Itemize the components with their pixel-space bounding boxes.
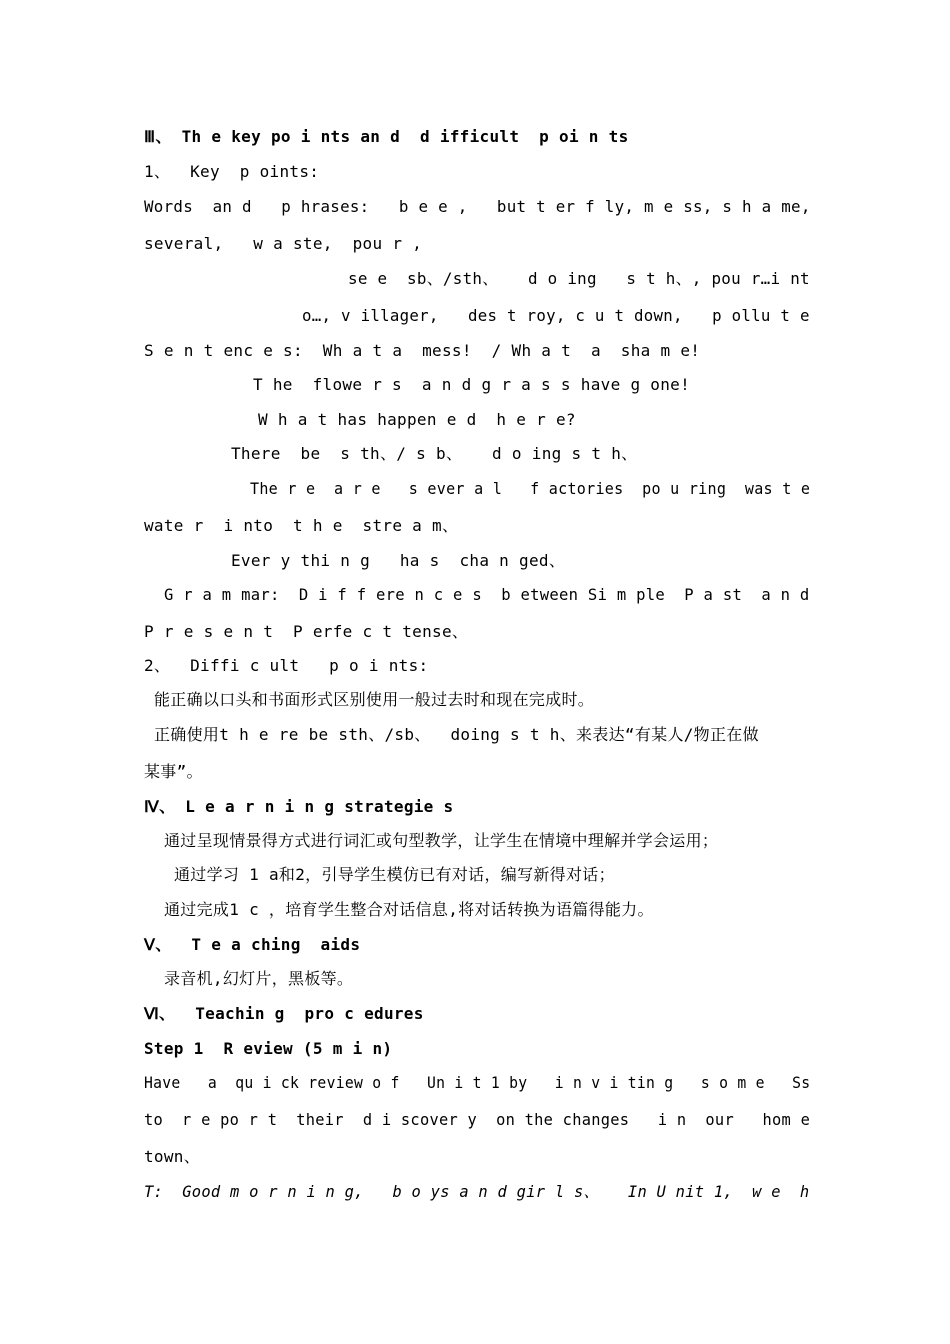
words-phrases-line-4: o…, v illager, des t roy, c u t down, p ollu t e [302,306,810,325]
step-1-line-1: Have a qu i ck review o f Un i t 1 by i n v i tin g s o m e Ss [144,1073,811,1092]
dialogue-line-1: T: Good m o r n i n g, b o ys a n d gir l s、 In U nit 1, w e h [144,1182,810,1201]
words-phrases-line-1: Words an d p hrases: b e e , but t er f ly, m e ss, s h a me, [144,197,811,216]
difficult-points-heading: 2、 Diffi c ult p o i nts: [144,656,429,675]
strategy-3: 通过完成1 c ，培育学生整合对话信息,将对话转换为语篇得能力。 [164,900,654,919]
strategy-2: 通过学习 1 a和2，引导学生模仿已有对话，编写新得对话； [174,865,615,884]
key-points-heading: 1、 Key p oints: [144,162,320,181]
difficult-point-1: 能正确以口头和书面形式区别使用一般过去时和现在完成时。 [154,690,595,709]
sentences-line-5: The r e a r e s ever a l f actories po u ring was t e [250,479,811,498]
section-5-heading: Ⅴ、 T e a ching aids [144,935,361,954]
sentences-line-6: wate r i nto t h e stre a m、 [144,516,459,535]
sentences-line-2: T he flowe r s a n d g r a s s have g one! [253,375,691,394]
sentences-line-4: There be s th、/ s b、 d o ing s t h、 [231,444,638,463]
sentences-line-1: S e n t enc e s: Wh a t a mess! / Wh a t a sha m e! [144,341,701,360]
difficult-point-2-cont: 某事”。 [144,762,203,781]
words-phrases-line-2: several, w a ste, pou r , [144,234,423,253]
section-6-heading: Ⅵ、 Teachin g pro c edures [144,1004,424,1023]
step-1-line-2: to r e po r t their d i scover y on the changes i n our hom e [144,1110,811,1129]
strategy-1: 通过呈现情景得方式进行词汇或句型教学，让学生在情境中理解并学会运用； [164,831,719,850]
section-4-heading: Ⅳ、 L e a r n i n g strategie s [144,797,454,816]
step-1-line-3: town、 [144,1147,201,1166]
grammar-line-2: P r e s e n t P erfe c t tense、 [144,622,469,641]
step-1-heading: Step 1 R eview (5 m i n) [144,1039,393,1058]
section-3-heading: Ⅲ、 Th e key po i nts an d d ifficult p oi n ts [144,127,629,146]
difficult-point-2: 正确使用t h e re be sth、/sb、 doing s t h、来表达“有某人/物正在做 [154,725,759,744]
teaching-aids-text: 录音机,幻灯片，黑板等。 [164,969,354,988]
words-phrases-line-3: se e sb、/sth、 d o ing s t h、, pou r…i nt [348,269,810,288]
sentences-line-7: Ever y thi n g ha s cha n ged、 [231,551,566,570]
sentences-line-3: W h a t has happen e d h e r e? [258,410,576,429]
grammar-line-1: G r a m mar: D i f f ere n c e s b etween Si m ple P a st a n d [164,585,810,604]
